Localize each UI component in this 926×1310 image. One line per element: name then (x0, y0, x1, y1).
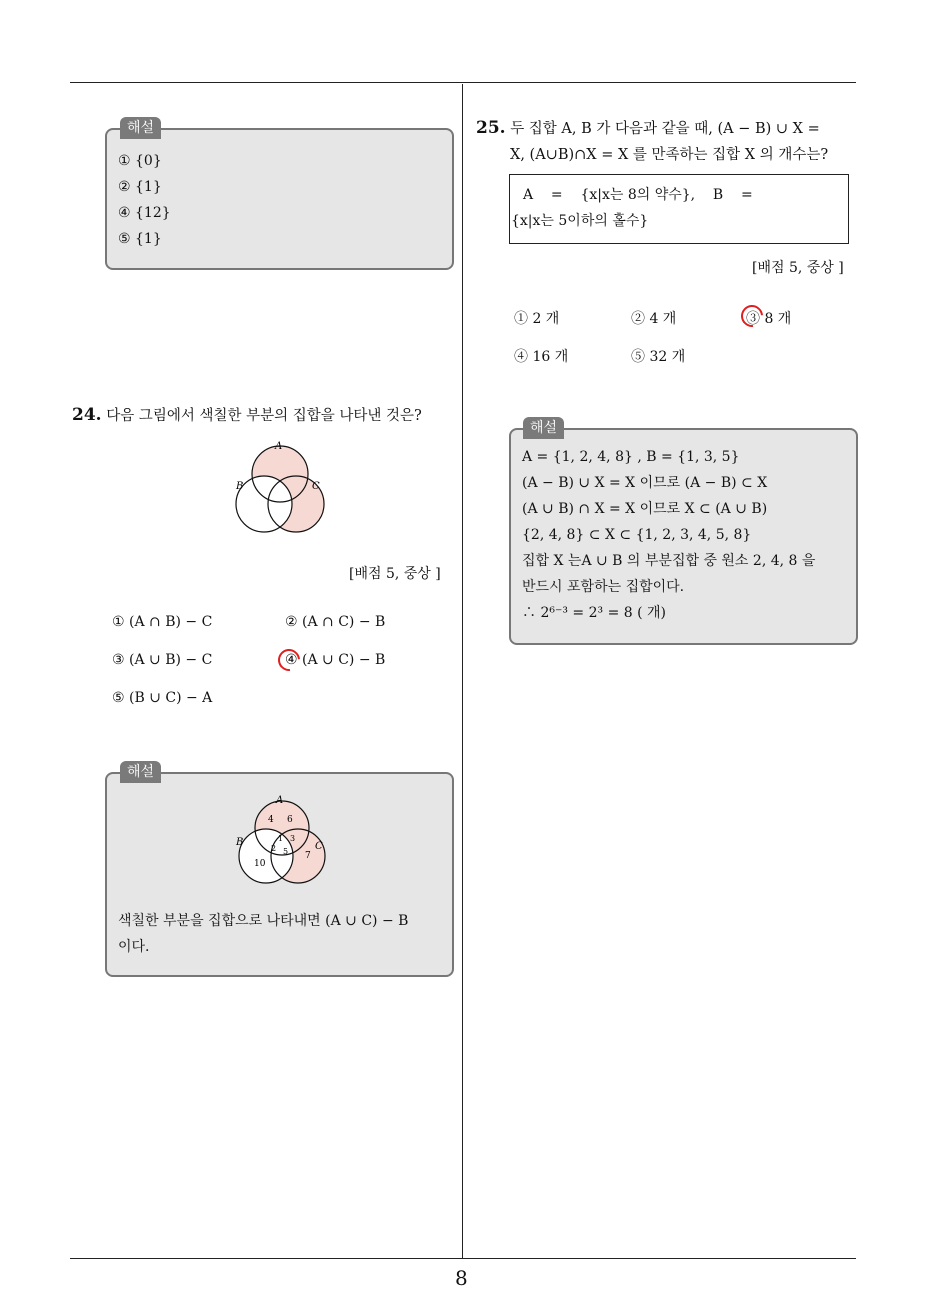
solution-tag: 해설 (120, 117, 161, 139)
solution-line: 이다. (118, 939, 150, 955)
question-24 (72, 402, 422, 429)
venn-number: 6 (287, 815, 293, 825)
solution-line: 색칠한 부분을 집합으로 나타내면 (A ∪ C) − B (118, 913, 409, 929)
question-number: 25. (476, 118, 506, 138)
venn-label-a: A (275, 441, 283, 452)
venn-label-a: A (276, 795, 284, 806)
solution-line: {2, 4, 8} ⊂ X ⊂ {1, 2, 3, 4, 5, 8} (522, 527, 752, 543)
solution-line: ⑤ {1} (118, 231, 162, 247)
venn-diagram-solution (232, 794, 332, 888)
choice-2[interactable]: ② (A ∩ C) − B (285, 614, 386, 630)
shaded-region (236, 446, 324, 532)
question-text: 두 집합 A, B 가 다음과 같을 때, (A − B) ∪ X = (510, 121, 820, 137)
question-text: 다음 그림에서 색칠한 부분의 집합을 나타낸 것은? (106, 408, 422, 424)
solution-25-lines (522, 444, 815, 626)
venn-number: 1 (278, 834, 284, 843)
venn-number: 2 (271, 844, 277, 853)
venn-number: 7 (305, 851, 311, 861)
choice-5[interactable]: ⑤ 32 개 (631, 349, 686, 365)
solution-line: ∴ 2⁶⁻³ = 2³ = 8 ( 개) (522, 605, 667, 621)
question-25 (476, 115, 828, 168)
choice-3[interactable]: ③ 8 개 (746, 311, 792, 327)
solution-line: ① {0} (118, 153, 162, 169)
question-text: X, (A∪B)∩X = X 를 만족하는 집합 X 의 개수는? (510, 147, 829, 163)
question-number: 24. (72, 405, 102, 425)
answer-mark-circle (274, 645, 305, 676)
solution-24-text (118, 908, 408, 960)
choice-1[interactable]: ① (A ∩ B) − C (112, 614, 213, 630)
venn-number: 4 (268, 815, 274, 825)
condition-line: {x|x는 5이하의 홀수} (511, 213, 649, 229)
venn-label-c: C (315, 841, 323, 852)
venn-number: 10 (254, 859, 266, 869)
choice-1[interactable]: ① 2 개 (514, 311, 560, 327)
column-divider (462, 84, 463, 1258)
solution-line: (A − B) ∪ X = X 이므로 (A − B) ⊂ X (522, 475, 768, 491)
bottom-rule (70, 1258, 856, 1259)
venn-label-b: B (236, 837, 244, 848)
condition-line: A = {x|x는 8의 약수}, B = (523, 187, 753, 203)
venn-number: 3 (290, 834, 296, 843)
score-label: [배점 5, 중상 ] (752, 260, 844, 276)
venn-label-c: C (312, 481, 320, 492)
solution-tag: 해설 (523, 417, 564, 439)
solution-line: ② {1} (118, 179, 162, 195)
choice-4[interactable]: ④ 16 개 (514, 349, 569, 365)
score-label: [배점 5, 중상 ] (349, 566, 441, 582)
top-rule (70, 82, 856, 83)
venn-label-b: B (236, 481, 244, 492)
solution-line: A = {1, 2, 4, 8} , B = {1, 3, 5} (522, 449, 740, 465)
solution-line: 집합 X 는A ∪ B 의 부분집합 중 원소 2, 4, 8 을 (522, 553, 816, 569)
choice-4[interactable]: ④ (A ∪ C) − B (285, 652, 386, 668)
venn-number: 5 (283, 847, 289, 856)
venn-diagram-q24 (230, 438, 330, 538)
page-number: 8 (455, 1266, 468, 1290)
solution-tag: 해설 (120, 761, 161, 783)
solution-23-lines (118, 148, 171, 252)
solution-line: 반드시 포함하는 집합이다. (522, 579, 685, 595)
solution-line: (A ∪ B) ∩ X = X 이므로 X ⊂ (A ∪ B) (522, 501, 768, 517)
solution-line: ④ {12} (118, 205, 171, 221)
choice-3[interactable]: ③ (A ∪ B) − C (112, 652, 213, 668)
choice-2[interactable]: ② 4 개 (631, 311, 677, 327)
choice-5[interactable]: ⑤ (B ∪ C) − A (112, 690, 213, 706)
